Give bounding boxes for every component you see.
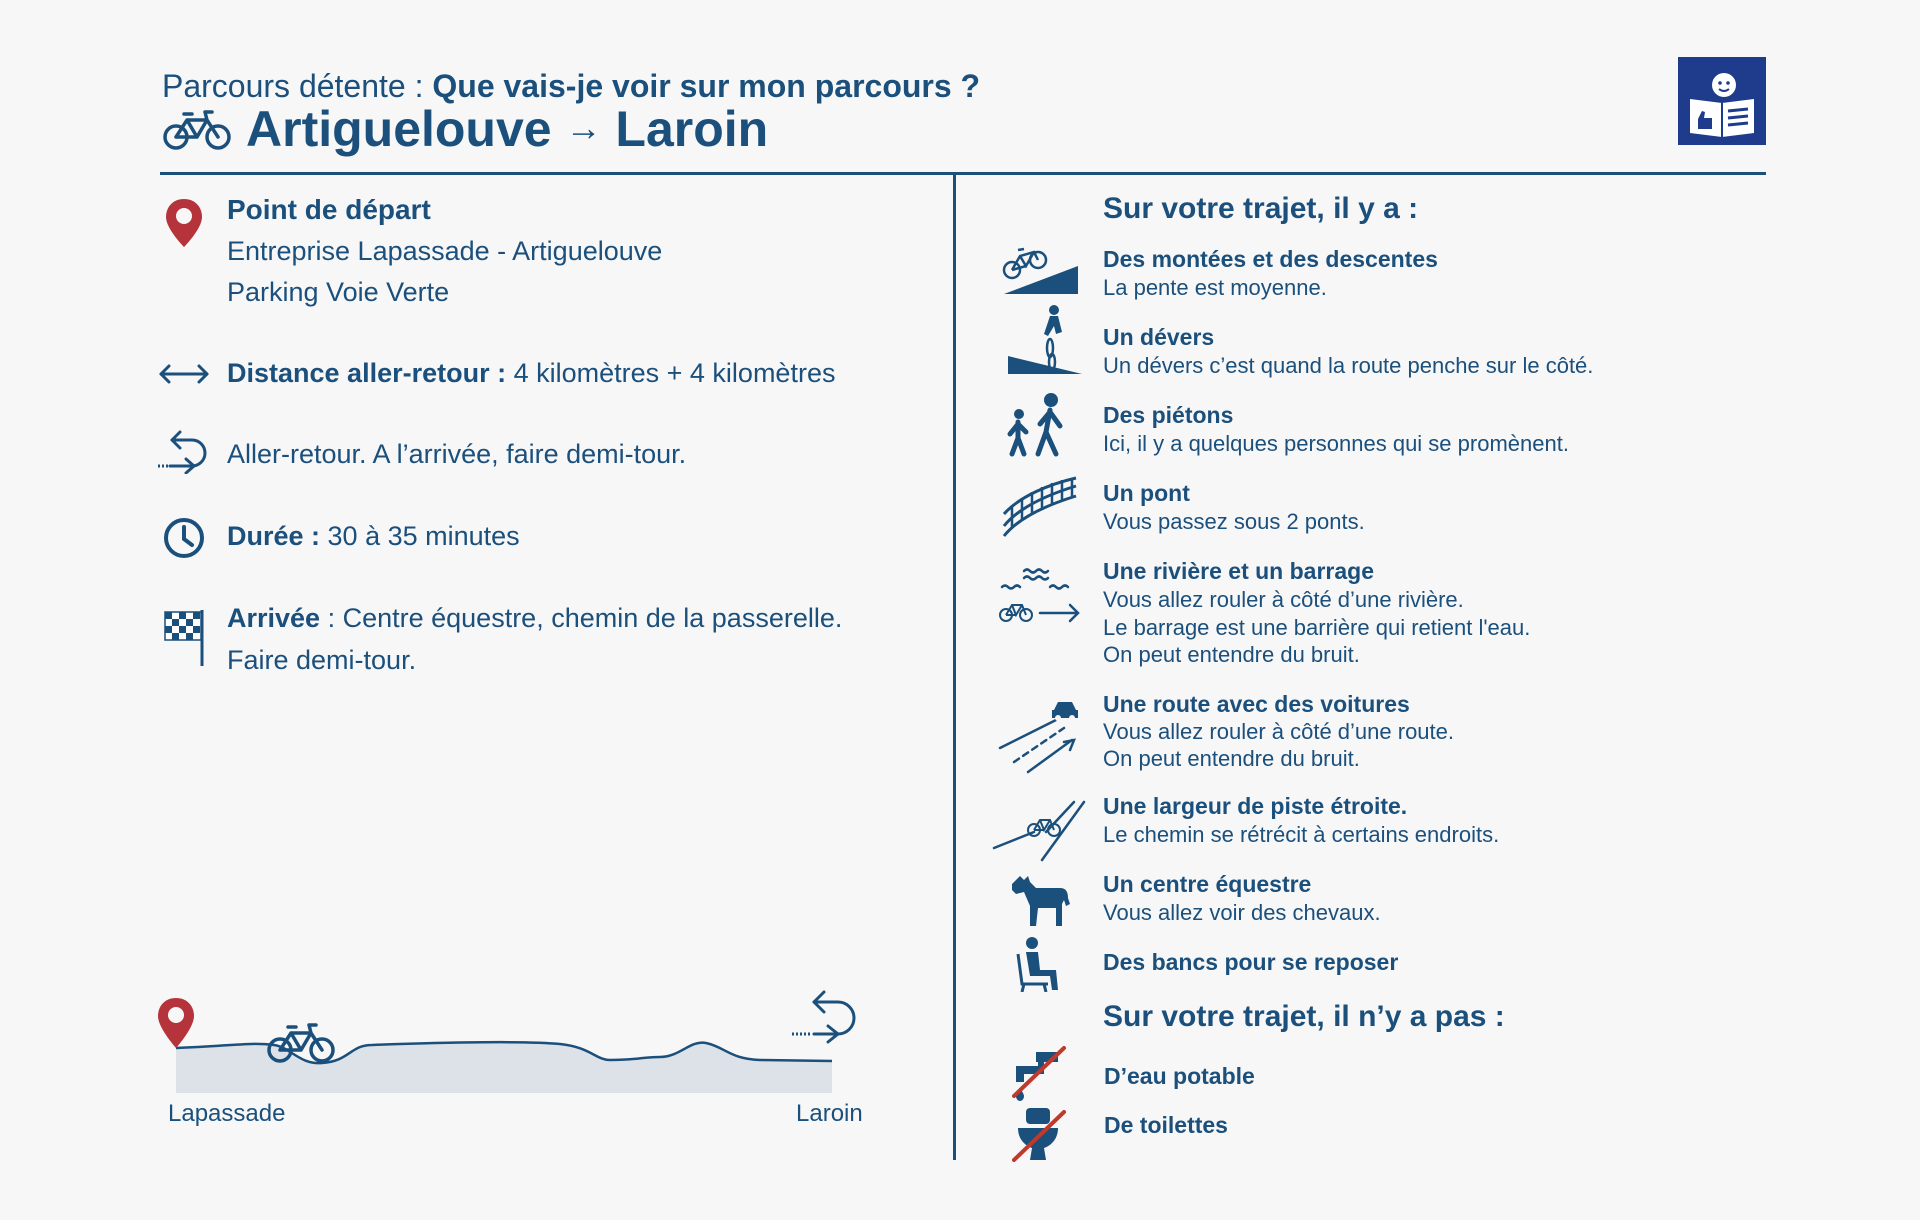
arrival-row [227, 603, 842, 634]
bicycle-icon [162, 108, 232, 152]
item-text-river-2: Le barrage est une barrière qui retient l'eau. [1103, 615, 1531, 640]
route-from: Artiguelouve [246, 101, 552, 157]
devers-cyclist-icon [1004, 302, 1084, 376]
route-to: Laroin [615, 101, 769, 157]
item-text-narrow: Le chemin se rétrécit à certains endroits. [1103, 822, 1500, 847]
return-text: Aller-retour. A l’arrivée, faire demi-tour. [227, 439, 687, 469]
item-text-slopes: La pente est moyenne. [1103, 275, 1327, 300]
absent-water: D’eau potable [1104, 1063, 1255, 1089]
profile-end-label: Laroin [796, 1100, 863, 1127]
item-text-road-2: On peut entendre du bruit. [1103, 746, 1360, 771]
duration-label: Durée : [227, 521, 321, 551]
column-divider [953, 175, 956, 1160]
item-text-devers: Un dévers c’est quand la route penche sur le côté. [1103, 353, 1594, 378]
duration-row [227, 521, 520, 552]
bridge-icon [1000, 476, 1080, 540]
header-divider [160, 172, 1766, 175]
clock-icon [162, 516, 206, 560]
river-icon [996, 565, 1082, 627]
item-title-narrow: Une largeur de piste étroite. [1103, 793, 1408, 819]
route-title [246, 100, 768, 158]
start-line-1: Entreprise Lapassade - Artiguelouve [227, 236, 663, 266]
subtitle-question: Que vais-je voir sur mon parcours ? [432, 68, 981, 104]
item-text-horse: Vous allez voir des chevaux. [1103, 900, 1381, 925]
u-turn-icon [158, 428, 214, 474]
slope-bike-icon [1000, 238, 1080, 296]
heading-present: Sur votre trajet, il y a : [1103, 192, 1419, 225]
arrival-line-2: Faire demi-tour. [227, 645, 417, 675]
heading-absent: Sur votre trajet, il n’y a pas : [1103, 1000, 1505, 1033]
absent-toilets: De toilettes [1104, 1112, 1228, 1138]
profile-start-pin-icon [156, 996, 196, 1050]
profile-bicycle-icon [266, 1021, 336, 1065]
item-text-river-3: On peut entendre du bruit. [1103, 642, 1360, 667]
pedestrians-icon [1004, 392, 1076, 458]
item-text-pedestrians: Ici, il y a quelques personnes qui se promènent. [1103, 431, 1569, 456]
arrival-label: Arrivée [227, 603, 321, 633]
location-pin-icon [164, 197, 204, 249]
item-title-bridge: Un pont [1103, 480, 1190, 506]
item-title-pedestrians: Des piétons [1103, 402, 1234, 428]
profile-u-turn-icon [792, 988, 864, 1046]
route-arrow-icon: → [565, 107, 602, 148]
item-title-road: Une route avec des voitures [1103, 691, 1410, 717]
elevation-profile [150, 990, 870, 1100]
item-title-river: Une rivière et un barrage [1103, 558, 1374, 584]
start-line-2: Parking Voie Verte [227, 277, 450, 307]
profile-start-label: Lapassade [168, 1100, 286, 1127]
road-car-icon [996, 700, 1082, 774]
item-text-bridge: Vous passez sous 2 ponts. [1103, 509, 1365, 534]
item-text-road-1: Vous allez rouler à côté d’une route. [1103, 719, 1455, 744]
subtitle-prefix: Parcours détente : [162, 68, 433, 104]
duration-value: 30 à 35 minutes [320, 521, 520, 551]
arrival-value: : Centre équestre, chemin de la passerelle. [320, 603, 843, 633]
item-title-slopes: Des montées et des descentes [1103, 246, 1438, 272]
distance-row [227, 358, 835, 389]
horse-icon [1008, 874, 1072, 928]
double-arrow-icon [158, 362, 210, 386]
start-title: Point de départ [227, 194, 431, 225]
narrow-path-icon [990, 798, 1086, 862]
item-title-devers: Un dévers [1103, 324, 1215, 350]
checkered-flag-icon [163, 608, 205, 668]
bench-person-icon [1014, 936, 1064, 992]
distance-value: 4 kilomètres + 4 kilomètres [506, 358, 836, 388]
no-toilet-icon [1010, 1106, 1066, 1162]
distance-label: Distance aller-retour : [227, 358, 507, 388]
easy-to-read-logo [1678, 57, 1766, 145]
item-text-river-1: Vous allez rouler à côté d’une rivière. [1103, 587, 1464, 612]
item-title-bench: Des bancs pour se reposer [1103, 949, 1399, 975]
item-title-horse: Un centre équestre [1103, 871, 1312, 897]
no-drinking-water-icon [1008, 1044, 1068, 1102]
